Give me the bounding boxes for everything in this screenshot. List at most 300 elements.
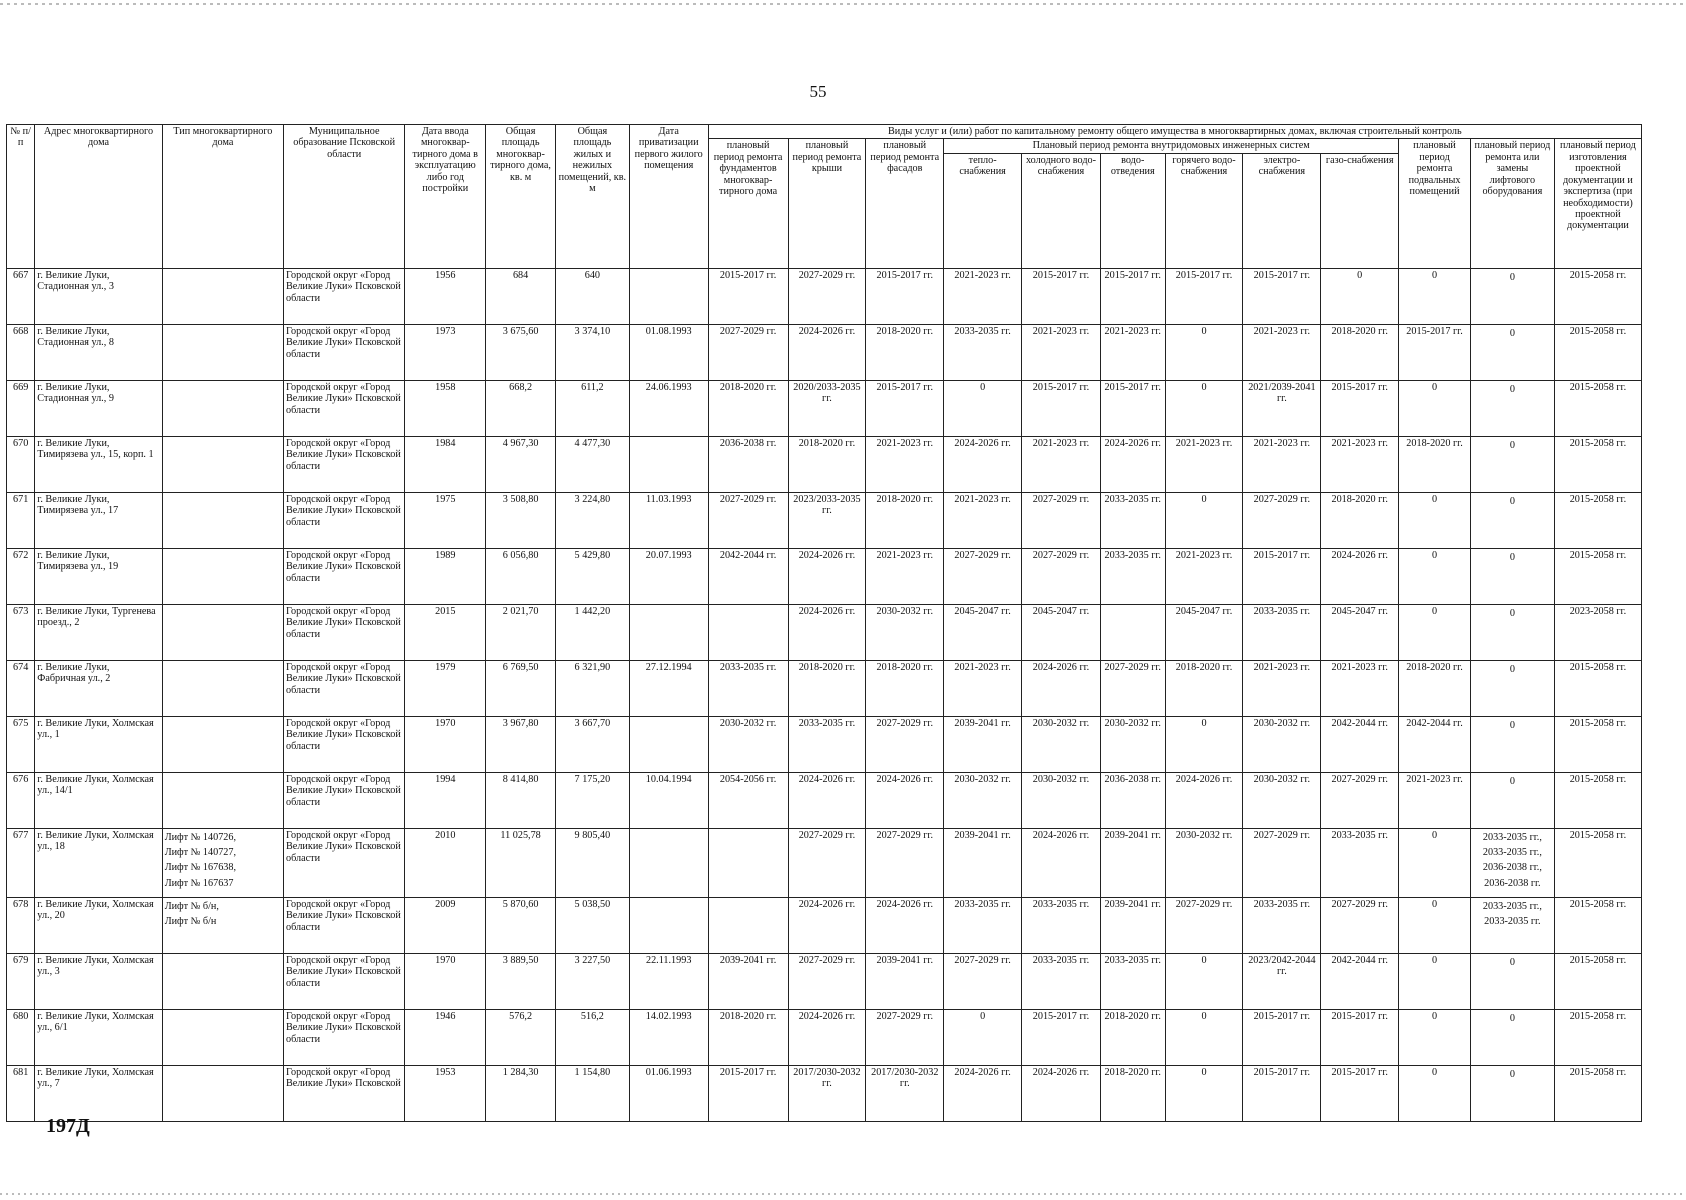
cell-priv-date: [629, 716, 708, 772]
cell-priv-date: [629, 268, 708, 324]
cell-documentation: 2015-2058 гг.: [1554, 436, 1641, 492]
cell-gas: 2042-2044 гг.: [1321, 716, 1399, 772]
cell-elevator: [1470, 953, 1554, 1009]
cell-total-area: 11 025,78: [486, 828, 556, 897]
cell-basement: 0: [1399, 604, 1471, 660]
cell-facade: 2024-2026 гг.: [866, 897, 944, 953]
cell-address: г. Великие Луки, Стадионная ул., 8: [35, 324, 162, 380]
table-row: [7, 828, 1642, 897]
cell-foundation: 2054-2056 гг.: [708, 772, 788, 828]
cell-hot-water: 0: [1165, 492, 1243, 548]
cell-cold-water: 2027-2029 гг.: [1022, 492, 1101, 548]
cell-year: 2015: [405, 604, 486, 660]
elevator-id: Лифт № 167638,: [164, 862, 237, 874]
cell-basement: 2018-2020 гг.: [1399, 660, 1471, 716]
cell-foundation: 2039-2041 гг.: [708, 953, 788, 1009]
cell-municipality: Городской округ «Город Великие Луки» Псковской области: [284, 953, 405, 1009]
elevator-period: 2036-2038 гг.: [1484, 877, 1541, 889]
elevator-period: 0: [1509, 383, 1515, 395]
table-row: [7, 604, 1642, 660]
cell-living-area: 1 154,80: [555, 1065, 629, 1121]
cell-roof: 2027-2029 гг.: [788, 828, 866, 897]
cell-year: 1989: [405, 548, 486, 604]
cell-heat: 2021-2023 гг.: [944, 492, 1022, 548]
cell-hot-water: 2045-2047 гг.: [1165, 604, 1243, 660]
cell-cold-water: 2024-2026 гг.: [1022, 828, 1101, 897]
cell-year: 1956: [405, 268, 486, 324]
cell-roof: 2018-2020 гг.: [788, 436, 866, 492]
cell-electric: 2021/2039-2041 гг.: [1243, 380, 1321, 436]
elevator-period: 0: [1509, 1012, 1515, 1024]
cell-elevator: [1470, 268, 1554, 324]
cell-electric: 2021-2023 гг.: [1243, 324, 1321, 380]
cell-municipality: Городской округ «Город Великие Луки» Псковской области: [284, 897, 405, 953]
cell-address: г. Великие Луки, Фабричная ул., 2: [35, 660, 162, 716]
cell-year: 1970: [405, 716, 486, 772]
cell-heat: 2033-2035 гг.: [944, 324, 1022, 380]
cell-address: г. Великие Луки, Тимирязева ул., 19: [35, 548, 162, 604]
cell-foundation: 2036-2038 гг.: [708, 436, 788, 492]
cell-type: [162, 492, 283, 548]
cell-type: [162, 660, 283, 716]
cell-municipality: Городской округ «Город Великие Луки» Псковской области: [284, 604, 405, 660]
cell-living-area: 5 429,80: [555, 548, 629, 604]
cell-documentation: 2015-2058 гг.: [1554, 1065, 1641, 1121]
cell-num: 667: [7, 268, 35, 324]
elevator-period: 2033-2035 гг.,: [1482, 900, 1542, 912]
elevator-period: 0: [1509, 271, 1515, 283]
cell-foundation: 2018-2020 гг.: [708, 380, 788, 436]
cell-basement: 0: [1399, 268, 1471, 324]
cell-num: 680: [7, 1009, 35, 1065]
cell-type: [162, 548, 283, 604]
cell-documentation: 2015-2058 гг.: [1554, 492, 1641, 548]
cell-total-area: 3 967,80: [486, 716, 556, 772]
cell-municipality: Городской округ «Город Великие Луки» Псковской области: [284, 772, 405, 828]
table-row: [7, 716, 1642, 772]
cell-sewer: 2015-2017 гг.: [1100, 268, 1165, 324]
cell-type: [162, 953, 283, 1009]
cell-gas: 2015-2017 гг.: [1321, 380, 1399, 436]
table-row: [7, 772, 1642, 828]
cell-elevator: [1470, 897, 1554, 953]
cell-documentation: 2023-2058 гг.: [1554, 604, 1641, 660]
cell-cold-water: 2027-2029 гг.: [1022, 548, 1101, 604]
cell-total-area: 576,2: [486, 1009, 556, 1065]
cell-type: [162, 380, 283, 436]
table-row: [7, 660, 1642, 716]
header-num: № п/п: [7, 125, 35, 269]
cell-sewer: 2039-2041 гг.: [1100, 828, 1165, 897]
cell-roof: 2017/2030-2032 гг.: [788, 1065, 866, 1121]
scan-edge-bottom: [0, 1193, 1686, 1195]
cell-num: 670: [7, 436, 35, 492]
cell-electric: 2015-2017 гг.: [1243, 548, 1321, 604]
cell-year: 1975: [405, 492, 486, 548]
cell-priv-date: 24.06.1993: [629, 380, 708, 436]
cell-hot-water: 0: [1165, 716, 1243, 772]
cell-facade: 2021-2023 гг.: [866, 548, 944, 604]
cell-elevator: [1470, 604, 1554, 660]
cell-total-area: 6 769,50: [486, 660, 556, 716]
cell-type: [162, 1009, 283, 1065]
capital-repair-table: [6, 124, 1642, 1122]
cell-basement: 2021-2023 гг.: [1399, 772, 1471, 828]
cell-living-area: 3 667,70: [555, 716, 629, 772]
cell-heat: 2045-2047 гг.: [944, 604, 1022, 660]
table-row: [7, 548, 1642, 604]
cell-sewer: 2021-2023 гг.: [1100, 324, 1165, 380]
cell-foundation: 2027-2029 гг.: [708, 324, 788, 380]
cell-roof: 2024-2026 гг.: [788, 897, 866, 953]
header-heat: тепло-снабжения: [944, 153, 1022, 268]
cell-basement: 0: [1399, 1065, 1471, 1121]
cell-num: 673: [7, 604, 35, 660]
table-row: [7, 1065, 1642, 1121]
cell-type: [162, 436, 283, 492]
cell-foundation: 2027-2029 гг.: [708, 492, 788, 548]
header-address: Адрес многоквартирного дома: [35, 125, 162, 269]
cell-priv-date: 27.12.1994: [629, 660, 708, 716]
table-row: [7, 897, 1642, 953]
header-sewer: водо-отведения: [1100, 153, 1165, 268]
header-hot-water: горячего водо-снабжения: [1165, 153, 1243, 268]
cell-year: 1970: [405, 953, 486, 1009]
cell-sewer: 2030-2032 гг.: [1100, 716, 1165, 772]
cell-heat: 2033-2035 гг.: [944, 897, 1022, 953]
cell-hot-water: 2021-2023 гг.: [1165, 436, 1243, 492]
elevator-period: 0: [1509, 956, 1515, 968]
cell-living-area: 3 374,10: [555, 324, 629, 380]
cell-gas: 0: [1321, 268, 1399, 324]
cell-sewer: 2027-2029 гг.: [1100, 660, 1165, 716]
cell-heat: 2024-2026 гг.: [944, 436, 1022, 492]
cell-gas: 2021-2023 гг.: [1321, 436, 1399, 492]
document-code: 197Д: [46, 1115, 90, 1137]
cell-priv-date: 01.06.1993: [629, 1065, 708, 1121]
elevator-period: 0: [1509, 719, 1515, 731]
header-documentation: плановый период изготовления проектной документации и экспертиза (при необходимости) проектной документации: [1554, 139, 1641, 268]
cell-roof: 2024-2026 гг.: [788, 604, 866, 660]
cell-roof: 2033-2035 гг.: [788, 716, 866, 772]
page-number: 55: [809, 82, 827, 101]
elevator-id: Лифт № б/н,: [164, 900, 219, 912]
elevator-period: 0: [1509, 327, 1515, 339]
cell-total-area: 3 889,50: [486, 953, 556, 1009]
cell-cold-water: 2015-2017 гг.: [1022, 1009, 1101, 1065]
cell-roof: 2024-2026 гг.: [788, 548, 866, 604]
cell-facade: 2018-2020 гг.: [866, 492, 944, 548]
cell-facade: 2015-2017 гг.: [866, 268, 944, 324]
elevator-id: Лифт № б/н: [164, 916, 217, 928]
cell-elevator: [1470, 1065, 1554, 1121]
cell-electric: 2015-2017 гг.: [1243, 1009, 1321, 1065]
elevator-period: 0: [1509, 1068, 1515, 1080]
cell-heat: 0: [944, 1009, 1022, 1065]
cell-gas: 2024-2026 гг.: [1321, 548, 1399, 604]
cell-elevator: [1470, 492, 1554, 548]
cell-elevator: [1470, 660, 1554, 716]
elevator-id: Лифт № 140727,: [164, 847, 237, 859]
cell-total-area: 3 675,60: [486, 324, 556, 380]
cell-num: 676: [7, 772, 35, 828]
cell-documentation: 2015-2058 гг.: [1554, 772, 1641, 828]
cell-total-area: 8 414,80: [486, 772, 556, 828]
elevator-period: 0: [1509, 495, 1515, 507]
cell-year: 2009: [405, 897, 486, 953]
cell-heat: 0: [944, 380, 1022, 436]
cell-address: г. Великие Луки, Холмская ул., 1: [35, 716, 162, 772]
cell-documentation: 2015-2058 гг.: [1554, 548, 1641, 604]
cell-heat: 2021-2023 гг.: [944, 660, 1022, 716]
cell-gas: 2015-2017 гг.: [1321, 1065, 1399, 1121]
cell-num: 668: [7, 324, 35, 380]
cell-documentation: 2015-2058 гг.: [1554, 268, 1641, 324]
cell-documentation: 2015-2058 гг.: [1554, 897, 1641, 953]
cell-documentation: 2015-2058 гг.: [1554, 828, 1641, 897]
cell-documentation: 2015-2058 гг.: [1554, 1009, 1641, 1065]
cell-living-area: 6 321,90: [555, 660, 629, 716]
cell-basement: 2015-2017 гг.: [1399, 324, 1471, 380]
cell-priv-date: [629, 604, 708, 660]
header-priv-date: Дата приватизации первого жилого помещения: [629, 125, 708, 269]
cell-living-area: 611,2: [555, 380, 629, 436]
header-gas: газо-снабжения: [1321, 153, 1399, 268]
cell-elevator: [1470, 324, 1554, 380]
elevator-period: 2036-2038 гг.,: [1482, 862, 1542, 874]
cell-sewer: 2018-2020 гг.: [1100, 1009, 1165, 1065]
cell-heat: 2027-2029 гг.: [944, 953, 1022, 1009]
cell-cold-water: 2015-2017 гг.: [1022, 380, 1101, 436]
elevator-period: 0: [1509, 663, 1515, 675]
cell-num: 681: [7, 1065, 35, 1121]
elevator-period: 2033-2035 гг.,: [1482, 847, 1542, 859]
cell-priv-date: 11.03.1993: [629, 492, 708, 548]
cell-municipality: Городской округ «Город Великие Луки» Псковской области: [284, 380, 405, 436]
cell-elevator: [1470, 380, 1554, 436]
cell-living-area: 1 442,20: [555, 604, 629, 660]
cell-elevator: [1470, 716, 1554, 772]
cell-type: [162, 897, 283, 953]
cell-address: г. Великие Луки, Холмская ул., 3: [35, 953, 162, 1009]
header-total-area: Общая площадь многоквар-тирного дома, кв. м: [486, 125, 556, 269]
cell-municipality: Городской округ «Город Великие Луки» Псковской области: [284, 548, 405, 604]
cell-cold-water: 2015-2017 гг.: [1022, 268, 1101, 324]
cell-foundation: 2018-2020 гг.: [708, 1009, 788, 1065]
cell-sewer: 2039-2041 гг.: [1100, 897, 1165, 953]
cell-living-area: 4 477,30: [555, 436, 629, 492]
cell-facade: 2021-2023 гг.: [866, 436, 944, 492]
cell-hot-water: 0: [1165, 380, 1243, 436]
cell-priv-date: 14.02.1993: [629, 1009, 708, 1065]
cell-hot-water: 2015-2017 гг.: [1165, 268, 1243, 324]
cell-municipality: Городской округ «Город Великие Луки» Псковской области: [284, 268, 405, 324]
cell-electric: 2015-2017 гг.: [1243, 1065, 1321, 1121]
cell-foundation: [708, 828, 788, 897]
cell-total-area: 668,2: [486, 380, 556, 436]
cell-cold-water: 2030-2032 гг.: [1022, 772, 1101, 828]
cell-address: г. Великие Луки, Холмская ул., 14/1: [35, 772, 162, 828]
cell-foundation: 2030-2032 гг.: [708, 716, 788, 772]
cell-address: г. Великие Луки, Тимирязева ул., 15, корп. 1: [35, 436, 162, 492]
cell-electric: 2027-2029 гг.: [1243, 828, 1321, 897]
table-row: [7, 1009, 1642, 1065]
cell-priv-date: 20.07.1993: [629, 548, 708, 604]
cell-type: [162, 716, 283, 772]
elevator-period: 0: [1509, 607, 1515, 619]
cell-heat: 2021-2023 гг.: [944, 268, 1022, 324]
cell-type: [162, 324, 283, 380]
cell-sewer: 2033-2035 гг.: [1100, 953, 1165, 1009]
cell-roof: 2024-2026 гг.: [788, 772, 866, 828]
cell-hot-water: 2030-2032 гг.: [1165, 828, 1243, 897]
header-basement: плановый период ремонта подвальных помещений: [1399, 139, 1471, 268]
cell-gas: 2021-2023 гг.: [1321, 660, 1399, 716]
cell-heat: 2030-2032 гг.: [944, 772, 1022, 828]
cell-cold-water: 2024-2026 гг.: [1022, 660, 1101, 716]
cell-electric: 2030-2032 гг.: [1243, 716, 1321, 772]
header-roof: плановый период ремонта крыши: [788, 139, 866, 268]
cell-total-area: 5 870,60: [486, 897, 556, 953]
cell-municipality: Городской округ «Город Великие Луки» Псковской области: [284, 1009, 405, 1065]
cell-gas: 2015-2017 гг.: [1321, 1009, 1399, 1065]
elevator-period: 0: [1509, 439, 1515, 451]
cell-sewer: [1100, 604, 1165, 660]
cell-sewer: 2024-2026 гг.: [1100, 436, 1165, 492]
cell-cold-water: 2030-2032 гг.: [1022, 716, 1101, 772]
cell-municipality: Городской округ «Город Великие Луки» Псковской области: [284, 324, 405, 380]
cell-gas: 2018-2020 гг.: [1321, 324, 1399, 380]
table-body: [7, 268, 1642, 1121]
cell-living-area: 9 805,40: [555, 828, 629, 897]
cell-basement: 0: [1399, 897, 1471, 953]
cell-sewer: 2015-2017 гг.: [1100, 380, 1165, 436]
cell-roof: 2018-2020 гг.: [788, 660, 866, 716]
cell-gas: 2042-2044 гг.: [1321, 953, 1399, 1009]
cell-roof: 2024-2026 гг.: [788, 324, 866, 380]
cell-num: 669: [7, 380, 35, 436]
cell-priv-date: [629, 436, 708, 492]
scan-edge-top: [0, 3, 1686, 5]
cell-living-area: 516,2: [555, 1009, 629, 1065]
cell-municipality: Городской округ «Город Великие Луки» Псковской области: [284, 492, 405, 548]
cell-total-area: 2 021,70: [486, 604, 556, 660]
cell-sewer: 2033-2035 гг.: [1100, 492, 1165, 548]
cell-elevator: [1470, 1009, 1554, 1065]
cell-address: г. Великие Луки, Тимирязева ул., 17: [35, 492, 162, 548]
cell-facade: 2017/2030-2032 гг.: [866, 1065, 944, 1121]
cell-basement: 0: [1399, 492, 1471, 548]
cell-type: [162, 828, 283, 897]
cell-foundation: 2015-2017 гг.: [708, 268, 788, 324]
cell-roof: 2023/2033-2035 гг.: [788, 492, 866, 548]
cell-priv-date: 01.08.1993: [629, 324, 708, 380]
cell-heat: 2027-2029 гг.: [944, 548, 1022, 604]
cell-year: 1946: [405, 1009, 486, 1065]
elevator-period: 2033-2035 гг.: [1484, 916, 1541, 928]
cell-electric: 2021-2023 гг.: [1243, 436, 1321, 492]
cell-living-area: 3 224,80: [555, 492, 629, 548]
cell-gas: 2045-2047 гг.: [1321, 604, 1399, 660]
cell-hot-water: 2024-2026 гг.: [1165, 772, 1243, 828]
cell-num: 675: [7, 716, 35, 772]
cell-type: [162, 268, 283, 324]
header-living-area: Общая площадь жилых и нежилых помещений, кв. м: [555, 125, 629, 269]
cell-documentation: 2015-2058 гг.: [1554, 324, 1641, 380]
cell-hot-water: 0: [1165, 324, 1243, 380]
cell-total-area: 6 056,80: [486, 548, 556, 604]
cell-type: [162, 1065, 283, 1121]
cell-facade: 2018-2020 гг.: [866, 660, 944, 716]
table-row: [7, 380, 1642, 436]
cell-municipality: Городской округ «Город Великие Луки» Псковской области: [284, 436, 405, 492]
cell-gas: 2018-2020 гг.: [1321, 492, 1399, 548]
cell-num: 679: [7, 953, 35, 1009]
cell-priv-date: 22.11.1993: [629, 953, 708, 1009]
cell-cold-water: 2033-2035 гг.: [1022, 953, 1101, 1009]
cell-sewer: 2018-2020 гг.: [1100, 1065, 1165, 1121]
table-row: [7, 436, 1642, 492]
cell-facade: 2039-2041 гг.: [866, 953, 944, 1009]
header-works-group: Виды услуг и (или) работ по капитальному ремонту общего имущества в многоквартирных домах, включая строительный контроль: [708, 125, 1641, 139]
cell-facade: 2027-2029 гг.: [866, 716, 944, 772]
header-type: Тип многоквартирного дома: [162, 125, 283, 269]
header-foundation: плановый период ремонта фундаментов многоквар-тирного дома: [708, 139, 788, 268]
cell-cold-water: 2021-2023 гг.: [1022, 324, 1101, 380]
cell-hot-water: 0: [1165, 1065, 1243, 1121]
cell-hot-water: 0: [1165, 953, 1243, 1009]
cell-gas: 2033-2035 гг.: [1321, 828, 1399, 897]
cell-facade: 2015-2017 гг.: [866, 380, 944, 436]
cell-cold-water: 2024-2026 гг.: [1022, 1065, 1101, 1121]
cell-basement: 0: [1399, 380, 1471, 436]
cell-num: 674: [7, 660, 35, 716]
cell-basement: 2018-2020 гг.: [1399, 436, 1471, 492]
cell-roof: 2027-2029 гг.: [788, 268, 866, 324]
cell-hot-water: 2021-2023 гг.: [1165, 548, 1243, 604]
cell-cold-water: 2033-2035 гг.: [1022, 897, 1101, 953]
elevator-id: Лифт № 167637: [164, 877, 234, 889]
cell-foundation: 2033-2035 гг.: [708, 660, 788, 716]
cell-num: 677: [7, 828, 35, 897]
cell-living-area: 640: [555, 268, 629, 324]
cell-num: 678: [7, 897, 35, 953]
cell-electric: 2033-2035 гг.: [1243, 604, 1321, 660]
table-row: [7, 953, 1642, 1009]
cell-type: [162, 772, 283, 828]
header-facade: плановый период ремонта фасадов: [866, 139, 944, 268]
cell-heat: 2024-2026 гг.: [944, 1065, 1022, 1121]
cell-hot-water: 2018-2020 гг.: [1165, 660, 1243, 716]
cell-electric: 2030-2032 гг.: [1243, 772, 1321, 828]
cell-basement: 0: [1399, 953, 1471, 1009]
cell-priv-date: [629, 828, 708, 897]
cell-basement: 2042-2044 гг.: [1399, 716, 1471, 772]
cell-elevator: [1470, 772, 1554, 828]
cell-facade: 2024-2026 гг.: [866, 772, 944, 828]
cell-facade: 2018-2020 гг.: [866, 324, 944, 380]
cell-hot-water: 0: [1165, 1009, 1243, 1065]
cell-electric: 2021-2023 гг.: [1243, 660, 1321, 716]
cell-roof: 2024-2026 гг.: [788, 1009, 866, 1065]
cell-year: 1973: [405, 324, 486, 380]
cell-year: 1979: [405, 660, 486, 716]
header-year: Дата ввода многоквар-тирного дома в эксплуатацию либо год постройки: [405, 125, 486, 269]
cell-heat: 2039-2041 гг.: [944, 828, 1022, 897]
cell-documentation: 2015-2058 гг.: [1554, 953, 1641, 1009]
header-municipality: Муниципальное образование Псковской области: [284, 125, 405, 269]
cell-basement: 0: [1399, 548, 1471, 604]
